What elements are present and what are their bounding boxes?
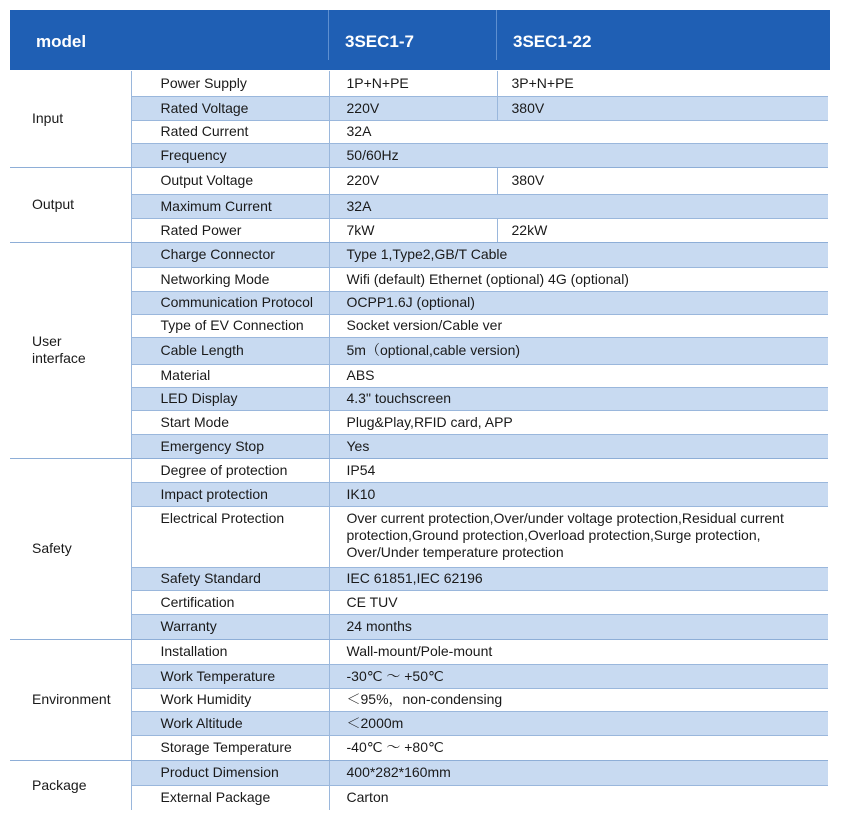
table-header	[10, 10, 830, 70]
table-row	[10, 760, 828, 785]
header-divider	[496, 10, 497, 60]
attr-label: Work Humidity	[131, 688, 329, 711]
attr-label: LED Display	[131, 387, 329, 410]
group-safety: Safety	[10, 458, 131, 639]
attr-value: IP54	[346, 461, 376, 478]
group-package: Package	[10, 760, 131, 810]
attr-label: Safety Standard	[131, 567, 329, 590]
attr-value: 32A	[329, 194, 828, 218]
attr-label: Warranty	[131, 614, 329, 639]
attr-value: 22kW	[497, 218, 828, 242]
attr-label: Material	[131, 364, 329, 387]
group-input: Input	[10, 71, 131, 167]
attr-value: OCPP1.6J (optional)	[329, 291, 828, 314]
attr-label: Rated Power	[131, 218, 329, 242]
header-divider	[328, 10, 329, 60]
table-row	[10, 337, 828, 364]
spec-table	[10, 71, 828, 810]
attr-label: Storage Temperature	[131, 735, 329, 760]
attr-value: CE TUV	[329, 590, 828, 614]
table-row	[10, 614, 828, 639]
attr-value: 220V	[346, 172, 380, 188]
table-row	[10, 96, 828, 120]
attr-value: Socket version/Cable ver	[329, 314, 828, 337]
table-row	[10, 785, 828, 810]
group-environment: Environment	[10, 639, 131, 760]
attr-value: Over current protection,Over/under voltage protection,Residual current protection,Ground protection,Overload protection,Surge protection, Over/Under temperature protection	[329, 506, 828, 567]
attr-label: Charge Connector	[131, 242, 329, 267]
attr-value: Plug&Play,RFID card, APP	[329, 410, 828, 434]
attr-label: Frequency	[131, 143, 329, 167]
attr-value: -40℃ ～ +80℃	[329, 735, 828, 760]
table-row	[10, 711, 828, 735]
table-row	[10, 242, 828, 267]
header-model-1: 3SEC1-7	[345, 32, 414, 51]
attr-value: ＜95%，non-condensing	[329, 688, 828, 711]
attr-label: Certification	[131, 590, 329, 614]
table-row	[10, 71, 828, 96]
attr-value: IEC 61851,IEC 62196	[329, 567, 828, 590]
attr-label: Work Altitude	[131, 711, 329, 735]
table-row	[10, 267, 828, 291]
attr-value: Carton	[329, 785, 828, 810]
attr-label: Cable Length	[131, 337, 329, 364]
attr-value: 50/60Hz	[329, 143, 828, 167]
attr-value: 7kW	[329, 218, 497, 242]
attr-label: Power Supply	[131, 71, 329, 96]
attr-value: 4.3" touchscreen	[329, 387, 828, 410]
table-row	[10, 218, 828, 242]
attr-label: Type of EV Connection	[131, 314, 329, 337]
table-row	[10, 167, 828, 194]
table-row	[10, 194, 828, 218]
table-row	[10, 143, 828, 167]
attr-label: Output Voltage	[131, 167, 329, 194]
table-row	[10, 387, 828, 410]
table-row	[10, 120, 828, 143]
header-model: model	[36, 32, 87, 51]
attr-value: 3P+N+PE	[497, 71, 828, 96]
attr-value: 380V	[497, 167, 828, 194]
table-row	[10, 314, 828, 337]
table-row	[10, 458, 828, 482]
group-user-interface: User interface	[10, 242, 131, 458]
attr-value: Yes	[329, 434, 828, 458]
attr-value: Wall-mount/Pole-mount	[346, 643, 493, 659]
attr-label: Rated Current	[131, 120, 329, 143]
header-model-2: 3SEC1-22	[513, 32, 592, 51]
attr-value: 24 months	[329, 614, 828, 639]
attr-value: Wifi (default) Ethernet (optional) 4G (optional)	[329, 267, 828, 291]
attr-label: Product Dimension	[131, 760, 329, 785]
table-row	[10, 506, 828, 567]
attr-label: Start Mode	[131, 410, 329, 434]
group-output: Output	[10, 167, 131, 242]
attr-value: 220V	[329, 96, 497, 120]
table-row	[10, 364, 828, 387]
attr-value: 1P+N+PE	[346, 74, 409, 91]
table-row	[10, 434, 828, 458]
attr-value: 5m（optional,cable version)	[329, 337, 828, 364]
attr-label: Impact protection	[131, 482, 329, 506]
attr-value: 32A	[329, 120, 828, 143]
attr-value: 400*282*160mm	[329, 760, 828, 785]
attr-label: Degree of protection	[131, 458, 329, 482]
table-row	[10, 688, 828, 711]
table-row	[10, 567, 828, 590]
attr-label: Maximum Current	[131, 194, 329, 218]
table-row	[10, 639, 828, 664]
attr-label: Emergency Stop	[131, 434, 329, 458]
attr-value: Type 1,Type2,GB/T Cable	[329, 242, 828, 267]
attr-label: Networking Mode	[131, 267, 329, 291]
attr-value: ＜2000m	[329, 711, 828, 735]
attr-label: External Package	[131, 785, 329, 810]
attr-label: Electrical Protection	[131, 506, 329, 567]
table-row	[10, 482, 828, 506]
attr-label: Communication Protocol	[131, 291, 329, 314]
attr-value: 380V	[497, 96, 828, 120]
table-row	[10, 291, 828, 314]
attr-label: Installation	[131, 639, 329, 664]
attr-value: IK10	[329, 482, 828, 506]
attr-value: ABS	[329, 364, 828, 387]
table-row	[10, 735, 828, 760]
table-row	[10, 664, 828, 688]
attr-value: -30℃ ～ +50℃	[329, 664, 828, 688]
attr-label: Rated Voltage	[131, 96, 329, 120]
attr-label: Work Temperature	[131, 664, 329, 688]
table-row	[10, 410, 828, 434]
table-row	[10, 590, 828, 614]
